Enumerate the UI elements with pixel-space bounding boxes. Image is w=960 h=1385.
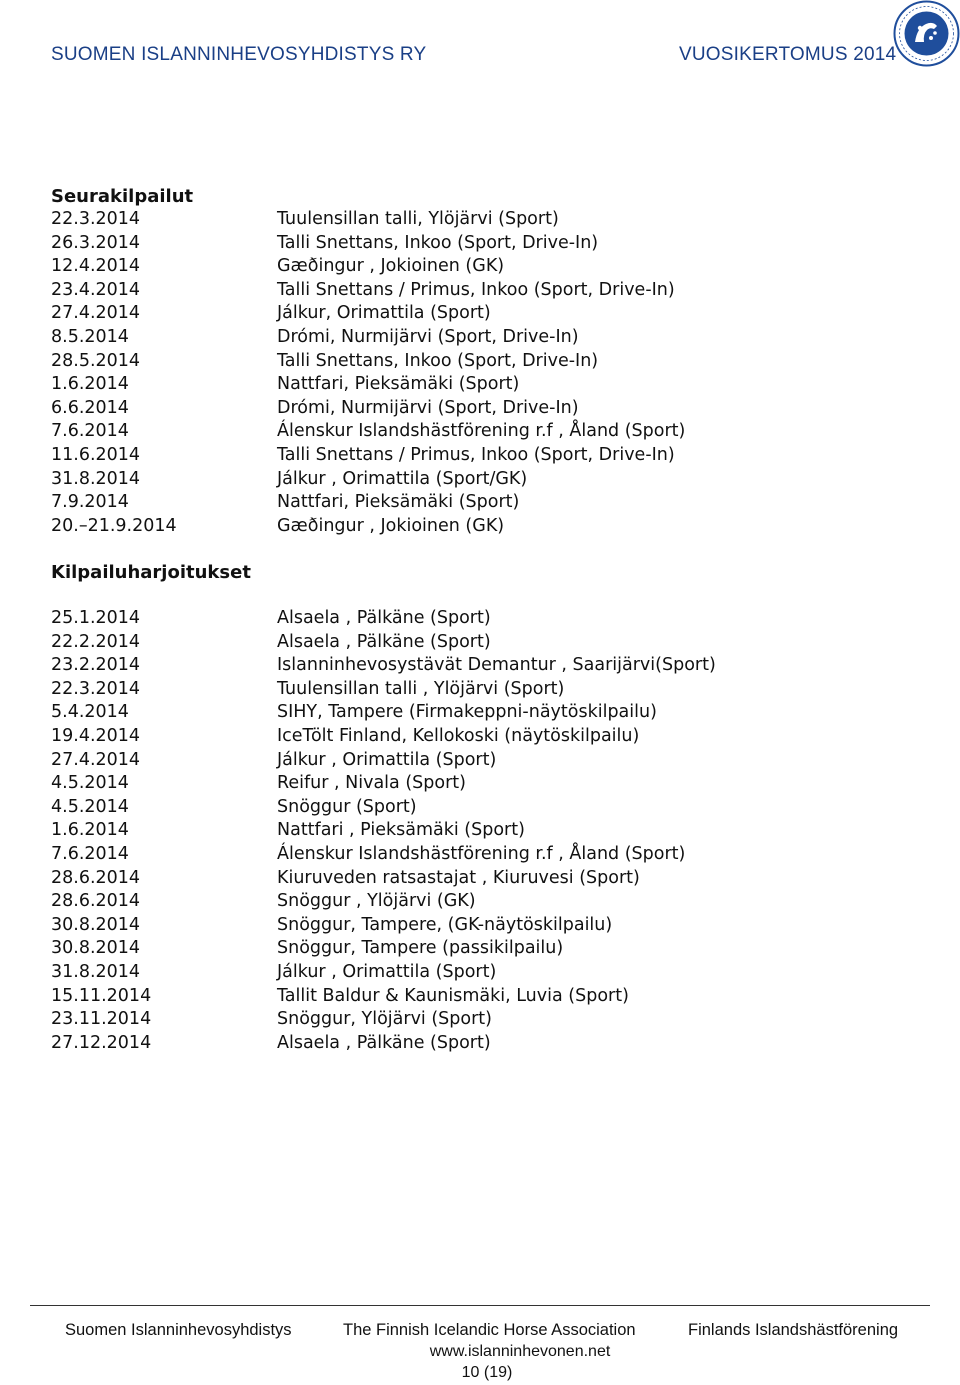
- entry-date: 23.2.2014: [51, 655, 141, 676]
- entry-description: Islanninhevosystävät Demantur , Saarijärvi(Sport): [277, 655, 716, 676]
- entry-date: 30.8.2014: [51, 938, 141, 959]
- entry-description: Álenskur Islandshästförening r.f , Åland (Sport): [277, 843, 686, 864]
- entry-description: Jálkur , Orimattila (Sport): [277, 961, 497, 982]
- association-logo: [893, 0, 960, 67]
- entry-date: 7.9.2014: [51, 492, 129, 513]
- section-title-seurakilpailut: Seurakilpailut: [51, 186, 194, 207]
- entry-description: Drómi, Nurmijärvi (Sport, Drive-In): [277, 397, 579, 418]
- entry-date: 4.5.2014: [51, 796, 129, 817]
- entry-date: 1.6.2014: [51, 820, 129, 841]
- entry-description: Snöggur , Ylöjärvi (GK): [277, 891, 476, 912]
- entry-description: Jálkur, Orimattila (Sport): [277, 303, 491, 324]
- entry-date: 1.6.2014: [51, 374, 129, 395]
- entry-description: Kiuruveden ratsastajat , Kiuruvesi (Sport): [277, 867, 640, 888]
- entry-description: Talli Snettans, Inkoo (Sport, Drive-In): [277, 232, 599, 253]
- entry-description: Nattfari, Pieksämäki (Sport): [277, 374, 520, 395]
- entry-description: Snöggur, Ylöjärvi (Sport): [277, 1009, 492, 1030]
- entry-date: 5.4.2014: [51, 702, 129, 723]
- entry-date: 22.3.2014: [51, 678, 141, 699]
- entry-date: 22.2.2014: [51, 631, 141, 652]
- entry-date: 20.–21.9.2014: [51, 515, 177, 536]
- entry-date: 6.6.2014: [51, 397, 129, 418]
- entry-description: Tuulensillan talli , Ylöjärvi (Sport): [277, 678, 565, 699]
- entry-description: Talli Snettans / Primus, Inkoo (Sport, Drive-In): [277, 444, 675, 465]
- entry-date: 7.6.2014: [51, 421, 129, 442]
- header-report-title: VUOSIKERTOMUS 2014: [679, 44, 897, 65]
- entry-description: Snöggur (Sport): [277, 796, 417, 817]
- entry-date: 27.4.2014: [51, 749, 141, 770]
- footer-name-en: The Finnish Icelandic Horse Association: [343, 1321, 636, 1339]
- entry-description: Gæðingur , Jokioinen (GK): [277, 515, 505, 536]
- entry-description: Alsaela , Pälkäne (Sport): [277, 608, 491, 628]
- entry-date: 26.3.2014: [51, 232, 141, 253]
- entry-description: Nattfari, Pieksämäki (Sport): [277, 492, 520, 513]
- entry-description: Gæðingur , Jokioinen (GK): [277, 256, 505, 277]
- entry-date: 30.8.2014: [51, 914, 141, 935]
- entry-description: Alsaela , Pälkäne (Sport): [277, 631, 491, 652]
- entry-date: 11.6.2014: [51, 444, 141, 465]
- entry-date: 27.4.2014: [51, 303, 141, 324]
- entry-date: 23.11.2014: [51, 1009, 152, 1030]
- entry-description: Reifur , Nivala (Sport): [277, 773, 466, 794]
- entry-description: Jálkur , Orimattila (Sport): [277, 749, 497, 770]
- entry-description: Nattfari , Pieksämäki (Sport): [277, 820, 525, 841]
- entry-description: Snöggur, Tampere, (GK-näytöskilpailu): [277, 914, 613, 935]
- entry-date: 27.12.2014: [51, 1032, 152, 1053]
- footer-divider: [30, 1305, 930, 1306]
- entry-description: IceTölt Finland, Kellokoski (näytöskilpailu): [277, 725, 640, 746]
- entry-date: 22.3.2014: [51, 209, 141, 229]
- entry-date: 4.5.2014: [51, 773, 129, 794]
- entry-description: SIHY, Tampere (Firmakeppni-näytöskilpailu): [277, 702, 657, 723]
- entry-date: 8.5.2014: [51, 326, 129, 347]
- entry-date: 7.6.2014: [51, 843, 129, 864]
- footer-name-fi: Suomen Islanninhevosyhdistys: [65, 1321, 292, 1339]
- page-number: 10 (19): [461, 1364, 513, 1381]
- entry-description: Tuulensillan talli, Ylöjärvi (Sport): [277, 209, 559, 229]
- entry-description: Talli Snettans, Inkoo (Sport, Drive-In): [277, 350, 599, 371]
- footer-website-link[interactable]: www.islanninhevonen.net: [429, 1343, 611, 1360]
- entry-description: Drómi, Nurmijärvi (Sport, Drive-In): [277, 326, 579, 347]
- entry-date: 19.4.2014: [51, 725, 141, 746]
- section-title-kilpailuharjoitukset: Kilpailuharjoitukset: [51, 562, 251, 583]
- entry-description: Tallit Baldur & Kaunismäki, Luvia (Sport): [277, 985, 629, 1006]
- entry-date: 15.11.2014: [51, 985, 152, 1006]
- entry-date: 31.8.2014: [51, 961, 141, 982]
- entry-date: 23.4.2014: [51, 279, 141, 300]
- entry-description: Snöggur, Tampere (passikilpailu): [277, 938, 564, 959]
- entry-description: Alsaela , Pälkäne (Sport): [277, 1032, 491, 1053]
- entry-date: 12.4.2014: [51, 256, 141, 277]
- footer-name-sv: Finlands Islandshästförening: [688, 1321, 899, 1339]
- entry-date: 25.1.2014: [51, 608, 141, 628]
- entry-description: Talli Snettans / Primus, Inkoo (Sport, Drive-In): [277, 279, 675, 300]
- entry-date: 28.6.2014: [51, 891, 141, 912]
- entry-date: 31.8.2014: [51, 468, 141, 489]
- entry-description: Álenskur Islandshästförening r.f , Åland (Sport): [277, 421, 686, 442]
- entry-date: 28.6.2014: [51, 867, 141, 888]
- entry-description: Jálkur , Orimattila (Sport/GK): [277, 468, 528, 489]
- header-organization: SUOMEN ISLANNINHEVOSYHDISTYS RY: [51, 44, 427, 65]
- entry-date: 28.5.2014: [51, 350, 141, 371]
